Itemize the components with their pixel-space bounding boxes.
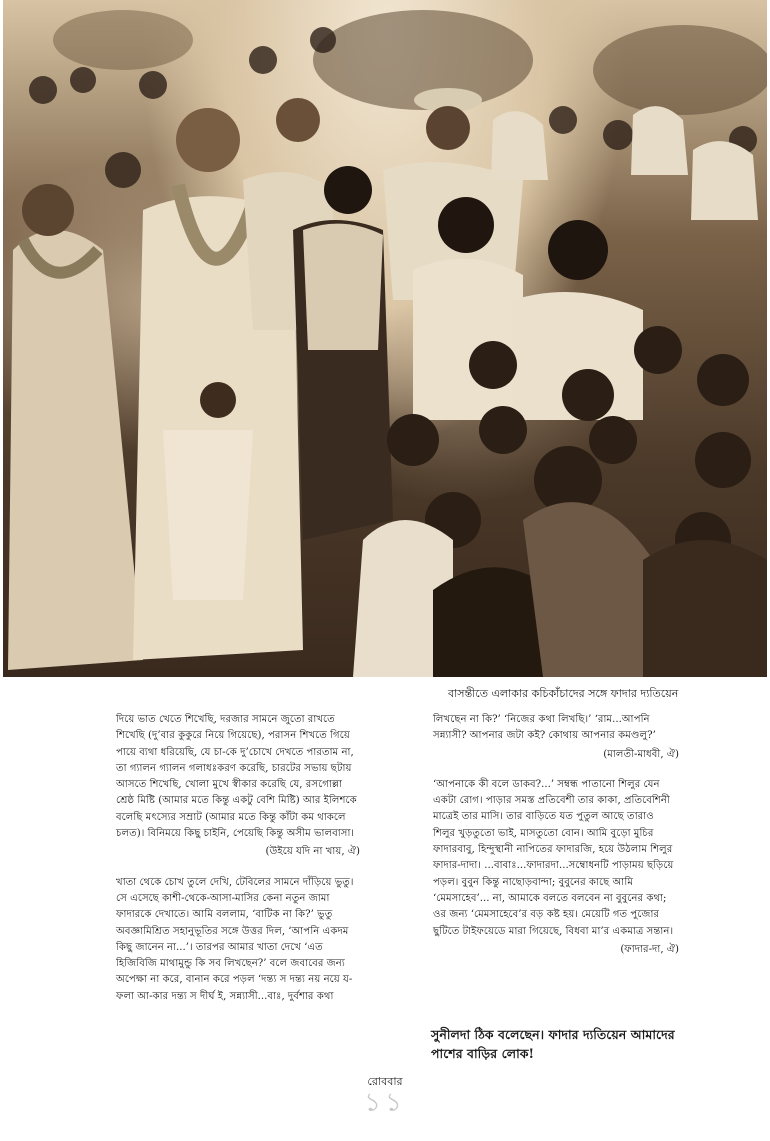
photo-figures	[3, 0, 767, 677]
right-column	[433, 712, 679, 958]
pull-quote: সুনীলদা ঠিক বলেছেন। ফাদার দ্যতিয়েন আমাদের পাশের বাড়ির লোক!	[431, 1027, 675, 1061]
right-paragraph-1: লিখছেন না কি?’ ‘নিজের কথা লিখছি।’ ‘রাম...আপনি সন্ন্যাসী? আপনার জটা কই? কোথায় আপনার কমণ্ডলু?’	[433, 714, 656, 742]
right-attribution-2: (ফাদার-দা, ঐ)	[620, 943, 679, 955]
left-paragraph-1: দিয়ে ভাত খেতে শিখেছি, দরজার সামনে জুতো রাখতে শিখেছি (দু’বার কুকুরে নিয়ে গিয়েছে), পরাসন শিখতে গিয়ে পায়ে ব্যথা ধরিয়েছি, যে চা-কে দু’চোখে দেখতে পারতাম না, তা গ্যালন গ্যালন গলাধঃকরণ করেছি, চারটের সভায় ছটায় আসতে শিখেছি, খোলা মুখে স্বীকার করেছি যে, রসগোল্লা শ্রেষ্ঠ মিষ্টি (আমার মতে কিন্তু একটু বেশি মিষ্টি) আর ইলিশকে বলেছি মৎস্যের সম্রাট (আমার মতে কিন্তু কাঁটা কম থাকলে চলত)। বিনিময়ে কিছু চাইনি, পেয়েছি কিন্তু অসীম ভালবাসা।	[116, 714, 357, 840]
left-column	[116, 712, 360, 1005]
right-paragraph-2: ‘আপনাকে কী বলে ডাকব?...’ সম্বন্ধ পাতানো শিলুর যেন একটা রোগ। পাড়ার সমস্ত প্রতিবেশী তার কাকা, প্রতিবেশিনী মাত্রেই তার মাসি। তার বাড়িতে যত পুতুল আছে তারাও শিলুর খুড়তুতো ভাই, মাসতুতো বোন। আমি বুড়ো মুচির ফাদারবাবু, হিন্দুস্থানী নাপিতের ফাদারজি, হয়ে উঠলাম শিলুর ফাদার-দাদা। ...বাবাঃ...ফাদারদা...সম্বোধনটি পাড়াময় ছড়িয়ে পড়ল। বুবুন কিন্তু নাছোড়বান্দা; বুবুনের কাছে আমি ‘মেমসাহেব’... না, আমাকে বলতে বলবেন না বুবুনের কথা; ওর জন্য ‘মেমসাহেবে’র বড় কষ্ট হয়। মেয়েটি গত পুজোর ছুটিতে টাইফয়েডে মারা গিয়েছে, বিধবা মা’র একমাত্র সন্তান।	[433, 778, 674, 937]
archival-photo	[3, 0, 767, 677]
magazine-name: রোববার	[367, 1075, 403, 1088]
left-paragraph-2: খাতা থেকে চোখ তুলে দেখি, টেবিলের সামনে দাঁড়িয়ে ভুতু। সে এসেছে কাশী-থেকে-আসা-মাসির কেনা নতুন জামা ফাদারকে দেখাতে। আমি বললাম, ‘বাটিক না কি?’ ভুতু অবজ্ঞামিশ্রিত সহানুভূতির সঙ্গে উত্তর দিল, ‘আপনি একদম কিছু জানেন না...’। তারপর আমার খাতা দেখে ‘এত হিজিবিজি মাথামুন্ডু কি সব লিখছেন?’ বলে জবাবের জন্য অপেক্ষা না করে, বানান করে পড়ল ‘দন্ত্য স দন্ত্য নয় নয়ে য-ফলা আ-কার দন্ত্য স দীর্ঘ ই, সন্ন্যাসী...বাঃ, দুর্বশার কথা	[116, 876, 354, 1002]
page-number: ১১	[364, 1088, 406, 1118]
right-attribution-1: (মালতী-মাধবী, ঐ)	[603, 748, 679, 760]
photo-caption: বাসন্তীতে এলাকার কচিকাঁচাদের সঙ্গে ফাদার দ্যতিয়েন	[448, 687, 679, 700]
left-attribution-1: (উইয়ে যদি না খায়, ঐ)	[265, 846, 360, 858]
